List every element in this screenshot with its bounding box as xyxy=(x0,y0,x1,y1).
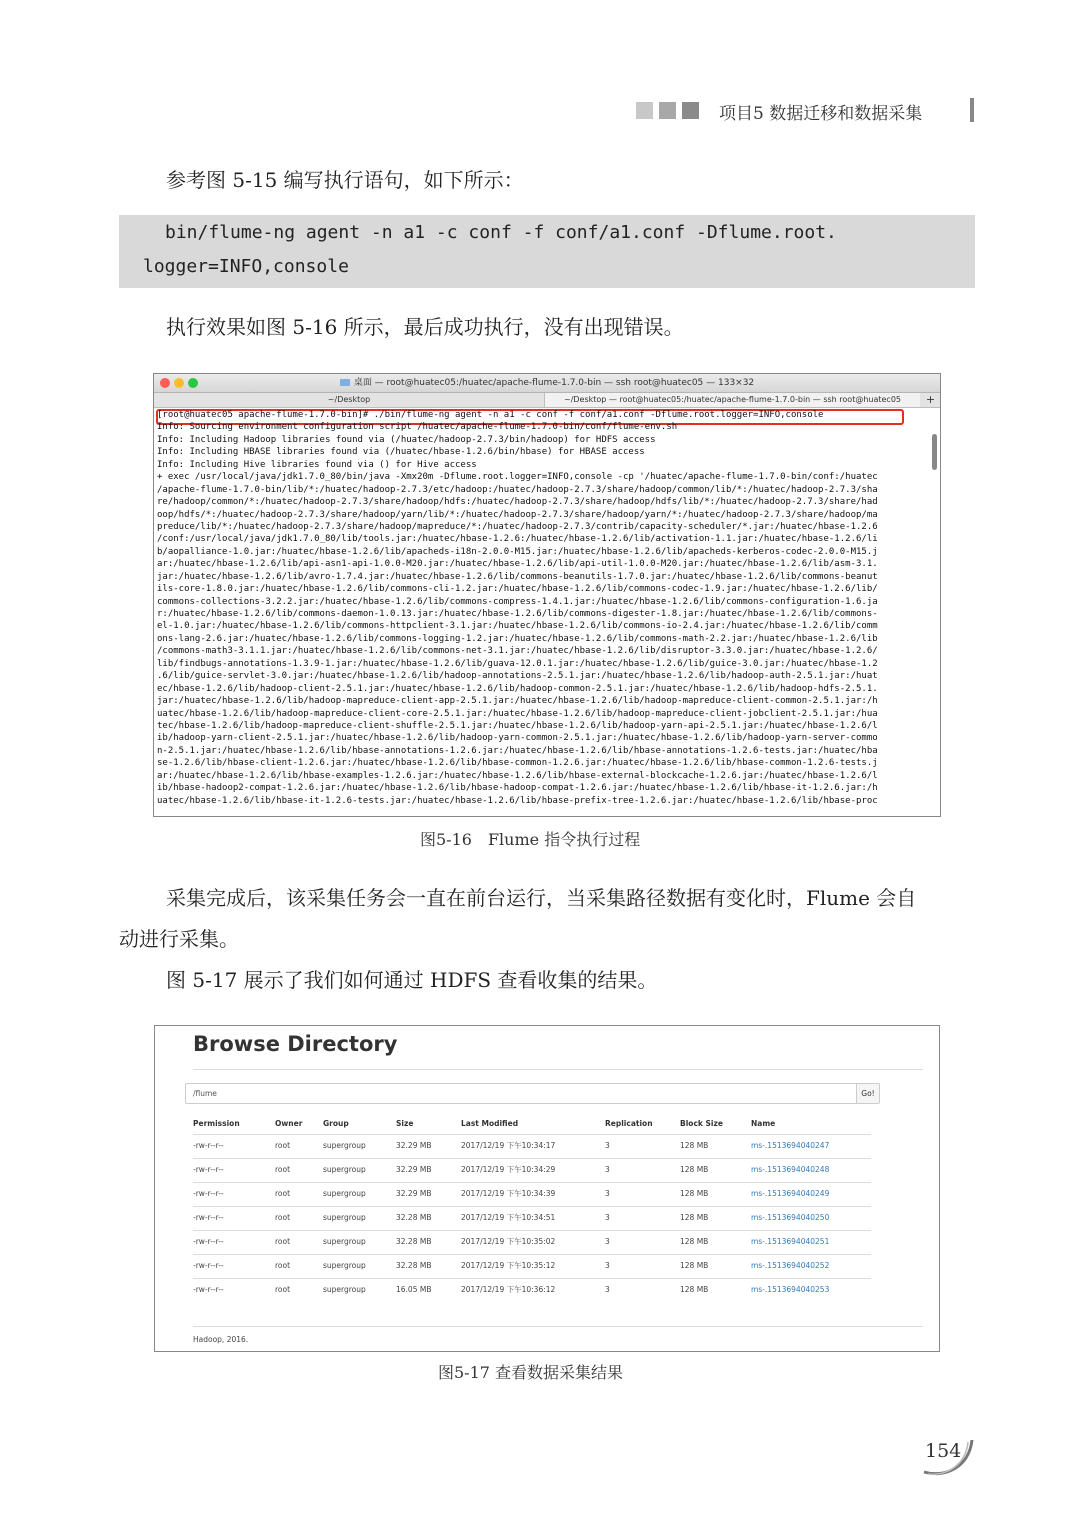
terminal-output-line: ar:/huatec/hbase-1.2.6/lib/hbase-examples-1.2.6.jar:/huatec/hbase-1.2.6/lib/hbase-external-blockcache-1.2.6.jar:/huatec/hbase-1.2.6/l xyxy=(157,770,878,781)
table-cell: 32.29 MB xyxy=(396,1165,432,1174)
terminal-output-line: se-1.2.6/lib/hbase-client-1.2.6.jar:/huatec/hbase-1.2.6/lib/hbase-common-1.2.6.jar:/huatec/hbase-1.2.6/lib/hbase-common-1.2.6-tests.j xyxy=(157,758,878,769)
terminal-tabbar xyxy=(154,393,940,408)
terminal-output-line: .6/lib/guice-servlet-3.0.jar:/huatec/hbase-1.2.6/lib/hadoop-annotations-2.5.1.jar:/huatec/hbase-1.2.6/lib/hadoop-auth-2.5.1.jar:/huat xyxy=(157,671,878,682)
table-cell: root xyxy=(275,1237,291,1246)
hdfs-browser xyxy=(154,1025,940,1352)
table-cell: 3 xyxy=(605,1261,610,1270)
table-row xyxy=(193,1134,871,1158)
terminal-output-line: n-2.5.1.jar:/huatec/hbase-1.2.6/lib/hbase-annotations-1.2.6.jar:/huatec/hbase-1.2.6/lib/hbase-annotations-1.2.6-tests.jar:/huatec/hba xyxy=(157,745,878,756)
code-line-2: logger=INFO,console xyxy=(143,256,349,277)
terminal-output xyxy=(157,409,937,807)
table-cell: 2017/12/19 下午10:36:12 xyxy=(461,1285,556,1294)
table-cell: supergroup xyxy=(323,1285,366,1294)
header-square-2 xyxy=(659,102,676,119)
paragraph-2: 执行效果如图 5-16 所示，最后成功执行，没有出现错误。 xyxy=(166,315,684,339)
terminal-output-line: lib/findbugs-annotations-1.3.9-1.jar:/huatec/hbase-1.2.6/lib/guava-12.0.1.jar:/huatec/hbase-1.2.6/lib/guice-3.0.jar:/huatec/hbase-1.2 xyxy=(157,658,878,669)
terminal-output-line: /conf:/usr/local/java/jdk1.7.0_80/lib/tools.jar:/huatec/hbase-1.2.6:/huatec/hbase-1.2.6/lib/activation-1.1.jar:/huatec/hbase-1.2.6/li xyxy=(157,534,878,545)
table-cell: 3 xyxy=(605,1285,610,1294)
terminal-output-line: ar:/huatec/hbase-1.2.6/lib/api-asn1-api-1.0.0-M20.jar:/huatec/hbase-1.2.6/lib/api-util-1.0.0-M20.jar:/huatec/hbase-1.2.6/lib/asm-3.1. xyxy=(157,559,878,570)
terminal-output-line: uatec/hbase-1.2.6/lib/hadoop-mapreduce-client-core-2.5.1.jar:/huatec/hbase-1.2.6/lib/hadoop-mapreduce-client-jobclient-2.5.1.jar:/hua xyxy=(157,708,878,719)
paragraph-3-line-1: 采集完成后，该采集任务会一直在前台运行，当采集路径数据有变化时，Flume 会自 xyxy=(166,886,917,910)
paragraph-1: 参考图 5-15 编写执行语句，如下所示： xyxy=(166,168,524,192)
footer-text: Hadoop, 2016. xyxy=(193,1326,923,1344)
terminal-scrollbar[interactable] xyxy=(932,434,937,470)
terminal-command-line: [root@huatec05 apache-flume-1.7.0-bin]# ./bin/flume-ng agent -n a1 -c conf -f conf/a1.conf -Dflume.root.logger=INFO,console xyxy=(157,410,824,420)
file-name-link[interactable]: ms-.1513694040252 xyxy=(751,1261,830,1270)
table-cell: 32.28 MB xyxy=(396,1261,432,1270)
table-cell: supergroup xyxy=(323,1141,366,1150)
table-cell: -rw-r--r-- xyxy=(193,1237,224,1246)
table-cell: 128 MB xyxy=(680,1189,709,1198)
table-cell: 32.28 MB xyxy=(396,1237,432,1246)
terminal-window xyxy=(153,373,941,817)
paragraph-4: 图 5-17 展示了我们如何通过 HDFS 查看收集的结果。 xyxy=(166,968,658,992)
terminal-output-line: /apache-flume-1.7.0-bin/lib/*:/huatec/hadoop-2.7.3/etc/hadoop:/huatec/hadoop-2.7.3/share/hadoop/common/lib/*:/huatec/hadoop-2.7.3/sha xyxy=(157,484,878,495)
path-input[interactable]: /flume xyxy=(185,1083,858,1104)
page-title: Browse Directory xyxy=(193,1032,398,1056)
table-cell: 2017/12/19 下午10:34:17 xyxy=(461,1141,556,1150)
table-cell: 3 xyxy=(605,1189,610,1198)
table-cell: 128 MB xyxy=(680,1261,709,1270)
figure-caption-5-16: 图5-16 Flume 指令执行过程 xyxy=(420,830,641,849)
terminal-output-line: ons-lang-2.6.jar:/huatec/hbase-1.2.6/lib/commons-logging-1.2.jar:/huatec/hbase-1.2.6/lib/commons-math-2.2.jar:/huatec/hbase-1.2.6/lib xyxy=(157,633,878,644)
table-cell: supergroup xyxy=(323,1189,366,1198)
column-header[interactable]: Name xyxy=(751,1119,776,1128)
table-cell: 2017/12/19 下午10:34:39 xyxy=(461,1189,556,1198)
table-cell: 2017/12/19 下午10:35:12 xyxy=(461,1261,556,1270)
table-cell: root xyxy=(275,1213,291,1222)
terminal-output-line: Info: Including HBASE libraries found via (/huatec/hbase-1.2.6/bin/hbase) for HBASE access xyxy=(157,447,645,458)
minimize-button[interactable] xyxy=(174,378,184,388)
file-name-link[interactable]: ms-.1513694040251 xyxy=(751,1237,830,1246)
terminal-output-line: Info: Sourcing environment configuration script /huatec/apache-flume-1.7.0-bin/conf/flume-env.sh xyxy=(157,422,678,433)
directory-table xyxy=(193,1114,871,1302)
table-row xyxy=(193,1206,871,1230)
column-header[interactable]: Replication xyxy=(605,1119,653,1128)
figure-caption-5-17: 图5-17 查看数据采集结果 xyxy=(438,1363,624,1382)
table-cell: 128 MB xyxy=(680,1213,709,1222)
table-cell: 3 xyxy=(605,1141,610,1150)
terminal-output-line: uatec/hbase-1.2.6/lib/hbase-it-1.2.6-tests.jar:/huatec/hbase-1.2.6/lib/hbase-prefix-tree-1.2.6.jar:/huatec/hbase-1.2.6/lib/hbase-proc xyxy=(157,795,878,806)
table-cell: root xyxy=(275,1285,291,1294)
tab-desktop[interactable]: ~/Desktop xyxy=(154,393,545,407)
zoom-button[interactable] xyxy=(188,378,198,388)
table-cell: -rw-r--r-- xyxy=(193,1141,224,1150)
terminal-output-line: + exec /usr/local/java/jdk1.7.0_80/bin/java -Xmx20m -Dflume.root.logger=INFO,console -cp '/huatec/apache-flume-1.7.0-bin/conf:/huatec xyxy=(157,472,878,483)
terminal-output-line: jar:/huatec/hbase-1.2.6/lib/hadoop-mapreduce-client-app-2.5.1.jar:/huatec/hbase-1.2.6/lib/hadoop-mapreduce-client-common-2.5.1.jar:/h xyxy=(157,696,878,707)
terminal-titlebar xyxy=(154,374,940,393)
terminal-output-line: Info: Including Hadoop libraries found via (/huatec/hadoop-2.7.3/bin/hadoop) for HDFS access xyxy=(157,434,656,445)
tab-ssh-session[interactable]: ~/Desktop — root@huatec05:/huatec/apache-flume-1.7.0-bin — ssh root@huatec05 xyxy=(545,393,920,407)
code-line-1: bin/flume-ng agent -n a1 -c conf -f conf/a1.conf -Dflume.root. xyxy=(165,222,837,243)
file-name-link[interactable]: ms-.1513694040250 xyxy=(751,1213,830,1222)
table-cell: -rw-r--r-- xyxy=(193,1189,224,1198)
table-cell: root xyxy=(275,1189,291,1198)
table-cell: root xyxy=(275,1165,291,1174)
terminal-output-line: commons-collections-3.2.2.jar:/huatec/hbase-1.2.6/lib/commons-compress-1.4.1.jar:/huatec/hbase-1.2.6/lib/commons-configuration-1.6.ja xyxy=(157,596,878,607)
table-cell: 2017/12/19 下午10:35:02 xyxy=(461,1237,556,1246)
table-cell: -rw-r--r-- xyxy=(193,1285,224,1294)
table-cell: 3 xyxy=(605,1213,610,1222)
table-cell: 128 MB xyxy=(680,1237,709,1246)
table-cell: 2017/12/19 下午10:34:29 xyxy=(461,1165,556,1174)
file-name-link[interactable]: ms-.1513694040247 xyxy=(751,1141,830,1150)
table-cell: supergroup xyxy=(323,1261,366,1270)
title-divider xyxy=(193,1069,923,1070)
terminal-output-line: tec/hbase-1.2.6/lib/hadoop-mapreduce-client-shuffle-2.5.1.jar:/huatec/hbase-1.2.6/lib/hadoop-yarn-api-2.5.1.jar:/huatec/hbase-1.2.6/l xyxy=(157,720,878,731)
table-row xyxy=(193,1158,871,1182)
file-name-link[interactable]: ms-.1513694040249 xyxy=(751,1189,830,1198)
table-header-row xyxy=(193,1114,871,1134)
file-name-link[interactable]: ms-.1513694040253 xyxy=(751,1285,830,1294)
column-header[interactable]: Group xyxy=(323,1119,349,1128)
column-header[interactable]: Owner xyxy=(275,1119,303,1128)
table-cell: 128 MB xyxy=(680,1141,709,1150)
paragraph-3-line-2: 动进行采集。 xyxy=(119,927,239,951)
terminal-output-line: r:/huatec/hbase-1.2.6/lib/commons-daemon-1.0.13.jar:/huatec/hbase-1.2.6/lib/commons-digester-1.8.jar:/huatec/hbase-1.2.6/lib/commons- xyxy=(157,609,878,619)
table-cell: 3 xyxy=(605,1237,610,1246)
table-cell: 3 xyxy=(605,1165,610,1174)
table-row xyxy=(193,1230,871,1254)
column-header[interactable]: Permission xyxy=(193,1119,240,1128)
terminal-output-line: b/aopalliance-1.0.jar:/huatec/hbase-1.2.6/lib/apacheds-i18n-2.0.0-M15.jar:/huatec/hbase-1.2.6/lib/apacheds-kerberos-codec-2.0.0-M15.j xyxy=(157,546,878,557)
table-cell: supergroup xyxy=(323,1213,366,1222)
terminal-output-line: preduce/lib/*:/huatec/hadoop-2.7.3/share/hadoop/mapreduce/*:/huatec/hadoop-2.7.3/contrib/capacity-scheduler/*.jar:/huatec/hbase-1.2.6 xyxy=(157,521,878,532)
table-cell: supergroup xyxy=(323,1165,366,1174)
table-row xyxy=(193,1254,871,1278)
column-header[interactable]: Last Modified xyxy=(461,1119,519,1128)
table-row xyxy=(193,1182,871,1206)
page-number: 154 xyxy=(925,1440,962,1462)
table-cell: 32.28 MB xyxy=(396,1213,432,1222)
table-cell: -rw-r--r-- xyxy=(193,1165,224,1174)
close-button[interactable] xyxy=(160,378,170,388)
new-tab-button[interactable]: + xyxy=(925,393,936,406)
file-name-link[interactable]: ms-.1513694040248 xyxy=(751,1165,830,1174)
table-cell: -rw-r--r-- xyxy=(193,1261,224,1270)
table-cell: -rw-r--r-- xyxy=(193,1213,224,1222)
terminal-output-line: ec/hbase-1.2.6/lib/hadoop-client-2.5.1.jar:/huatec/hbase-1.2.6/lib/hadoop-common-2.5.1.jar:/huatec/hbase-1.2.6/lib/hadoop-hdfs-2.5.1. xyxy=(157,683,878,694)
go-button[interactable]: Go! xyxy=(856,1083,880,1104)
header-square-3 xyxy=(682,102,699,119)
terminal-output-line: ib/hadoop-yarn-client-2.5.1.jar:/huatec/hbase-1.2.6/lib/hadoop-yarn-common-2.5.1.jar:/huatec/hbase-1.2.6/lib/hadoop-yarn-server-commo xyxy=(157,733,878,744)
column-header[interactable]: Size xyxy=(396,1119,414,1128)
table-row xyxy=(193,1278,871,1302)
terminal-output-line: el-1.0.jar:/huatec/hbase-1.2.6/lib/commons-httpclient-3.1.jar:/huatec/hbase-1.2.6/lib/commons-io-2.4.jar:/huatec/hbase-1.2.6/lib/comm xyxy=(157,621,878,632)
header-bar xyxy=(970,98,974,122)
table-cell: root xyxy=(275,1141,291,1150)
terminal-output-line: jar:/huatec/hbase-1.2.6/lib/avro-1.7.4.jar:/huatec/hbase-1.2.6/lib/commons-beanutils-1.7.0.jar:/huatec/hbase-1.2.6/lib/commons-beanut xyxy=(157,571,878,582)
table-cell: 32.29 MB xyxy=(396,1189,432,1198)
folder-icon xyxy=(340,379,350,386)
table-cell: 128 MB xyxy=(680,1285,709,1294)
terminal-output-line: ib/hbase-hadoop2-compat-1.2.6.jar:/huatec/hbase-1.2.6/lib/hbase-hadoop-compat-1.2.6.jar:/huatec/hbase-1.2.6/lib/hbase-it-1.2.6.jar:/h xyxy=(157,783,878,794)
table-cell: 32.29 MB xyxy=(396,1141,432,1150)
terminal-output-line: ils-core-1.8.0.jar:/huatec/hbase-1.2.6/lib/commons-cli-1.2.jar:/huatec/hbase-1.2.6/lib/commons-codec-1.9.jar:/huatec/hbase-1.2.6/lib/ xyxy=(157,584,878,595)
code-block xyxy=(119,215,975,288)
table-cell: supergroup xyxy=(323,1237,366,1246)
table-cell: 128 MB xyxy=(680,1165,709,1174)
terminal-output-line: oop/hdfs/*:/huatec/hadoop-2.7.3/share/hadoop/yarn/lib/*:/huatec/hadoop-2.7.3/share/hadoop/yarn/*:/huatec/hadoop-2.7.3/share/hadoop/ma xyxy=(157,509,878,520)
header-square-1 xyxy=(636,102,653,119)
table-cell: root xyxy=(275,1261,291,1270)
terminal-output-line: Info: Including Hive libraries found via () for Hive access xyxy=(157,459,477,470)
terminal-output-line: /commons-math3-3.1.1.jar:/huatec/hbase-1.2.6/lib/commons-net-3.1.jar:/huatec/hbase-1.2.6/lib/disruptor-3.3.0.jar:/huatec/hbase-1.2.6/ xyxy=(157,646,878,657)
running-header-title: 项目5 数据迁移和数据采集 xyxy=(719,104,923,124)
terminal-output-line: re/hadoop/common/*:/huatec/hadoop-2.7.3/share/hadoop/hdfs:/huatec/hadoop-2.7.3/share/hadoop/hdfs/lib/*:/huatec/hadoop-2.7.3/share/had xyxy=(157,497,878,508)
terminal-title: 桌面 — root@huatec05:/huatec/apache-flume-1.7.0-bin — ssh root@huatec05 — 133×32 xyxy=(353,378,755,388)
column-header[interactable]: Block Size xyxy=(680,1119,723,1128)
table-cell: 2017/12/19 下午10:34:51 xyxy=(461,1213,556,1222)
table-cell: 16.05 MB xyxy=(396,1285,432,1294)
